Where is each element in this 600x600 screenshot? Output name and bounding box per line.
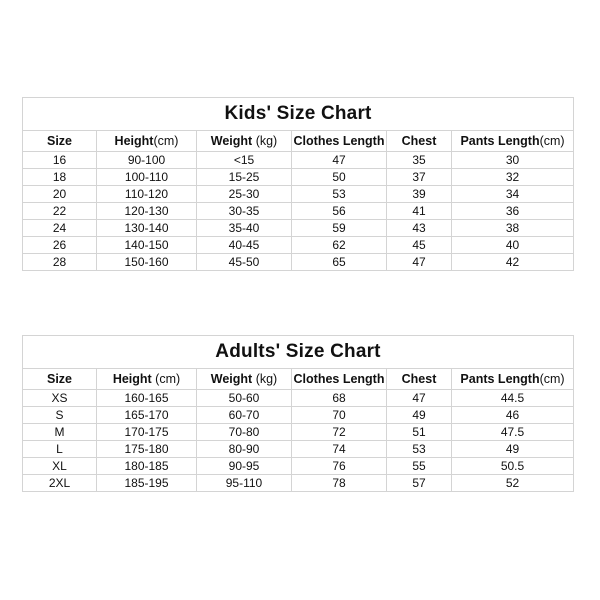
table-cell: 170-175 — [97, 424, 197, 441]
table-cell: 35-40 — [197, 220, 292, 237]
table-cell: 40-45 — [197, 237, 292, 254]
table-cell: 57 — [387, 475, 452, 492]
table-cell: 50.5 — [452, 458, 574, 475]
adults-header-size: Size — [23, 369, 97, 390]
table-cell: 175-180 — [97, 441, 197, 458]
table-cell: 120-130 — [97, 203, 197, 220]
table-row — [23, 186, 574, 203]
table-cell: 37 — [387, 169, 452, 186]
kids-header-height: Height(cm) — [97, 131, 197, 152]
table-cell: 140-150 — [97, 237, 197, 254]
table-row — [23, 220, 574, 237]
table-cell: 30 — [452, 152, 574, 169]
adults-table-body — [23, 390, 574, 492]
table-cell: <15 — [197, 152, 292, 169]
table-cell: 49 — [387, 407, 452, 424]
table-cell: 53 — [292, 186, 387, 203]
table-row — [23, 475, 574, 492]
adults-chart-title: Adults' Size Chart — [23, 336, 574, 369]
table-cell: L — [23, 441, 97, 458]
table-cell: 50-60 — [197, 390, 292, 407]
table-cell: 25-30 — [197, 186, 292, 203]
table-cell: 47.5 — [452, 424, 574, 441]
table-cell: 35 — [387, 152, 452, 169]
table-cell: 95-110 — [197, 475, 292, 492]
table-cell: 165-170 — [97, 407, 197, 424]
table-cell: 42 — [452, 254, 574, 271]
table-cell: 16 — [23, 152, 97, 169]
table-row — [23, 152, 574, 169]
table-cell: 80-90 — [197, 441, 292, 458]
table-row — [23, 407, 574, 424]
kids-table-body — [23, 152, 574, 271]
table-cell: 78 — [292, 475, 387, 492]
table-cell: M — [23, 424, 97, 441]
table-row — [23, 441, 574, 458]
table-cell: 65 — [292, 254, 387, 271]
table-cell: 32 — [452, 169, 574, 186]
table-cell: 47 — [387, 254, 452, 271]
table-cell: 34 — [452, 186, 574, 203]
kids-header-chest: Chest — [387, 131, 452, 152]
table-cell: 2XL — [23, 475, 97, 492]
table-cell: 49 — [452, 441, 574, 458]
table-cell: 47 — [387, 390, 452, 407]
table-cell: 40 — [452, 237, 574, 254]
table-row — [23, 424, 574, 441]
table-cell: 30-35 — [197, 203, 292, 220]
table-row — [23, 254, 574, 271]
table-cell: 76 — [292, 458, 387, 475]
table-cell: 51 — [387, 424, 452, 441]
table-cell: 68 — [292, 390, 387, 407]
table-cell: XL — [23, 458, 97, 475]
table-cell: 28 — [23, 254, 97, 271]
table-row — [23, 203, 574, 220]
adults-header-pants-length: Pants Length(cm) — [452, 369, 574, 390]
table-cell: 74 — [292, 441, 387, 458]
table-cell: 36 — [452, 203, 574, 220]
table-cell: 70-80 — [197, 424, 292, 441]
table-row — [23, 458, 574, 475]
table-cell: 44.5 — [452, 390, 574, 407]
table-cell: 185-195 — [97, 475, 197, 492]
table-cell: S — [23, 407, 97, 424]
table-cell: 90-100 — [97, 152, 197, 169]
table-cell: 70 — [292, 407, 387, 424]
kids-header-pants-length: Pants Length(cm) — [452, 131, 574, 152]
adults-size-chart — [22, 335, 574, 492]
table-cell: 22 — [23, 203, 97, 220]
table-cell: 18 — [23, 169, 97, 186]
table-cell: 50 — [292, 169, 387, 186]
table-cell: 15-25 — [197, 169, 292, 186]
table-cell: 46 — [452, 407, 574, 424]
table-cell: 45 — [387, 237, 452, 254]
table-cell: 43 — [387, 220, 452, 237]
table-cell: 100-110 — [97, 169, 197, 186]
table-cell: 45-50 — [197, 254, 292, 271]
table-cell: 26 — [23, 237, 97, 254]
kids-chart-title: Kids' Size Chart — [23, 98, 574, 131]
table-cell: 62 — [292, 237, 387, 254]
table-cell: 59 — [292, 220, 387, 237]
table-cell: 150-160 — [97, 254, 197, 271]
kids-header-clothes-length: Clothes Length — [292, 131, 387, 152]
table-row — [23, 169, 574, 186]
table-cell: XS — [23, 390, 97, 407]
table-cell: 60-70 — [197, 407, 292, 424]
table-cell: 52 — [452, 475, 574, 492]
table-cell: 38 — [452, 220, 574, 237]
table-row — [23, 237, 574, 254]
table-cell: 53 — [387, 441, 452, 458]
table-cell: 130-140 — [97, 220, 197, 237]
table-cell: 39 — [387, 186, 452, 203]
table-row — [23, 390, 574, 407]
table-cell: 47 — [292, 152, 387, 169]
adults-header-clothes-length: Clothes Length — [292, 369, 387, 390]
table-cell: 56 — [292, 203, 387, 220]
kids-header-size: Size — [23, 131, 97, 152]
table-cell: 24 — [23, 220, 97, 237]
table-cell: 41 — [387, 203, 452, 220]
adults-header-height: Height (cm) — [97, 369, 197, 390]
kids-header-weight: Weight (kg) — [197, 131, 292, 152]
table-cell: 110-120 — [97, 186, 197, 203]
table-cell: 72 — [292, 424, 387, 441]
kids-size-chart — [22, 97, 574, 271]
table-cell: 55 — [387, 458, 452, 475]
table-cell: 20 — [23, 186, 97, 203]
adults-header-weight: Weight (kg) — [197, 369, 292, 390]
table-cell: 90-95 — [197, 458, 292, 475]
adults-header-chest: Chest — [387, 369, 452, 390]
table-cell: 160-165 — [97, 390, 197, 407]
table-cell: 180-185 — [97, 458, 197, 475]
